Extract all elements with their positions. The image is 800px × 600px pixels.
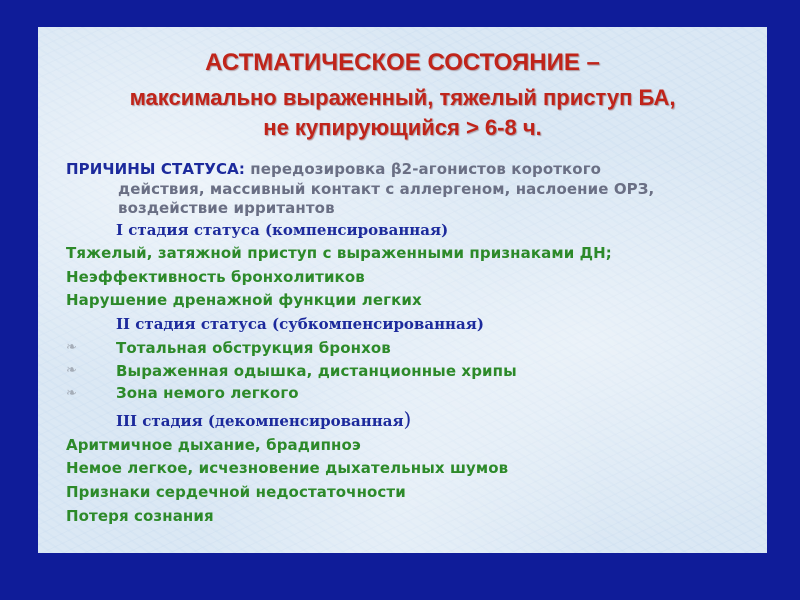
stage-2-item: Зона немого легкого xyxy=(116,384,299,402)
causes-line-1 xyxy=(66,160,601,178)
stage-3-title: стадия (декомпенсированная xyxy=(142,412,404,430)
feather-bullet-icon: ❧ xyxy=(66,363,77,378)
slide xyxy=(38,27,767,553)
stage-2-heading xyxy=(116,315,484,333)
stage-2-item: Тотальная обструкция бронхов xyxy=(116,339,391,357)
slide-subtitle-line-1: максимально выраженный, тяжелый приступ БА, xyxy=(129,85,676,110)
stage-3-item: Признаки сердечной недостаточности xyxy=(66,483,406,501)
causes-text-3: воздействие ирритантов xyxy=(118,199,335,217)
stage-1-item: Нарушение дренажной функции легких xyxy=(66,291,422,309)
stage-2-numeral: II xyxy=(116,315,131,333)
stage-3-item: Аритмичное дыхание, брадипноэ xyxy=(66,436,361,454)
causes-text-1: передозировка β2-агонистов короткого xyxy=(250,160,602,178)
causes-label: ПРИЧИНЫ СТАТУСА: xyxy=(66,160,245,178)
feather-bullet-icon: ❧ xyxy=(66,386,77,401)
stage-1-title: стадия статуса (компенсированная) xyxy=(128,221,449,239)
stage-1-item: Тяжелый, затяжной приступ с выраженными признаками ДН; xyxy=(66,244,612,262)
feather-bullet-icon: ❧ xyxy=(66,340,77,355)
stage-1-item: Неэффективность бронхолитиков xyxy=(66,268,365,286)
stage-1-heading xyxy=(116,221,448,239)
stage-3-item: Немое легкое, исчезновение дыхательных шумов xyxy=(66,459,509,477)
stage-3-heading xyxy=(116,407,411,431)
stage-2-item: Выраженная одышка, дистанционные хрипы xyxy=(116,362,517,380)
stage-3-numeral: III xyxy=(116,412,138,430)
slide-subtitle-line-2: не купирующийся > 6-8 ч. xyxy=(263,115,542,140)
stage-2-title: стадия статуса (субкомпенсированная) xyxy=(135,315,484,333)
causes-text-2: действия, массивный контакт с аллергеном, наслоение ОРЗ, xyxy=(118,180,655,198)
stage-1-numeral: I xyxy=(116,221,124,239)
stage-3-item: Потеря сознания xyxy=(66,507,214,525)
stage-3-title-paren: ) xyxy=(403,407,412,431)
slide-title: АСТМАТИЧЕСКОЕ СОСТОЯНИЕ – xyxy=(205,49,600,76)
